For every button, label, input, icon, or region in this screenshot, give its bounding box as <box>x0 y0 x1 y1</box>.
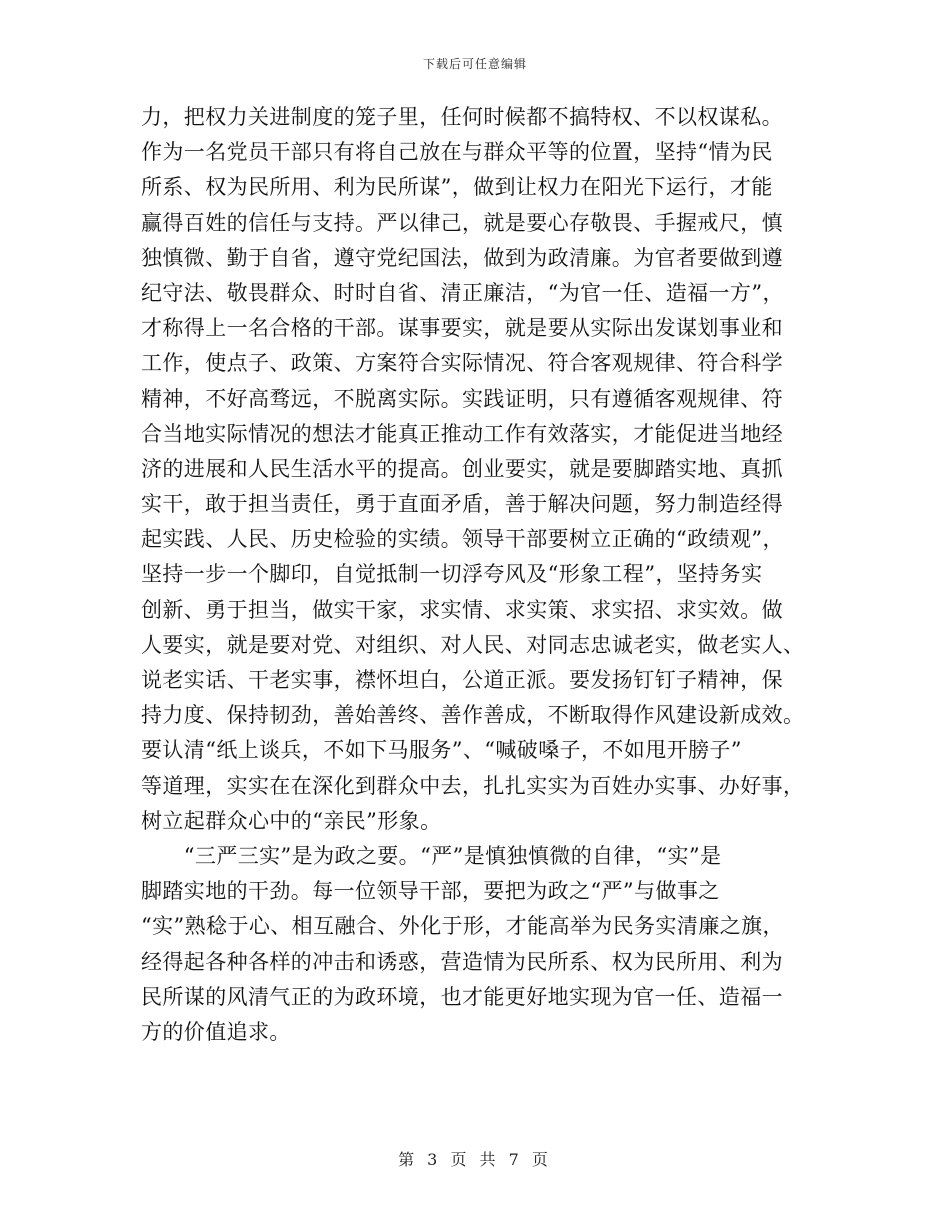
text-line: 所系、权为民所用、利为民所谋”，做到让权力在阳光下运行，才能 <box>141 175 773 200</box>
text-line: 人要实，就是要对党、对组织、对人民、对同志忠诚老实，做老实人、 <box>141 632 805 657</box>
text-line: 坚持一步一个脚印，自觉抵制一切浮夸风及“形象工程”，坚持务实 <box>141 562 763 587</box>
text-line: 作为一名党员干部只有将自己放在与群众平等的位置，坚持“情为民 <box>141 140 773 165</box>
text-line: 力，把权力关进制度的笼子里，任何时候都不搞特权、不以权谋私。 <box>141 105 783 129</box>
page-number: 第 3 页 共 7 页 <box>398 1150 552 1169</box>
text-line: 方的价值追求。 <box>141 1019 291 1044</box>
text-line: 说老实话、干老实事，襟怀坦白，公道正派。要发扬钉钉子精神，保 <box>141 668 783 692</box>
text-line: 赢得百姓的信任与支持。严以律己，就是要心存敬畏、手握戒尺，慎 <box>141 210 783 235</box>
text-line: 脚踏实地的干劲。每一位领导干部，要把为政之“严”与做事之 <box>141 879 720 904</box>
text-line: 起实践、人民、历史检验的实绩。领导干部要树立正确的“政绩观”， <box>141 527 784 552</box>
text-line: 创新、勇于担当，做实干家，求实情、求实策、求实招、求实效。做 <box>141 597 783 622</box>
text-line: 合当地实际情况的想法才能真正推动工作有效落实，才能促进当地经 <box>141 421 783 446</box>
text-line: 持力度、保持韧劲，善始善终、善作善成，不断取得作风建设新成效。 <box>141 703 805 728</box>
text-line: 精神，不好高骛远，不脱离实际。实践证明，只有遵循客观规律、符 <box>141 386 783 411</box>
text-line: 经得起各种各样的冲击和诱惑，营造情为民所系、权为民所用、利为 <box>141 949 783 974</box>
text-line: 独慎微、勤于自省，遵守党纪国法，做到为政清廉。为官者要做到遵 <box>141 245 783 270</box>
text-line: 等道理，实实在在深化到群众中去，扎扎实实为百姓办实事、办好事， <box>141 773 805 798</box>
text-line: 工作，使点子、政策、方案符合实际情况、符合客观规律、符合科学 <box>141 351 783 376</box>
text-line: “三严三实”是为政之要。“严”是慎独慎微的自律，“实”是 <box>141 843 722 868</box>
text-line: 要认清“纸上谈兵，不如下马服务”、“喊破嗓子，不如甩开膀子” <box>141 738 742 763</box>
text-line: “实”熟稔于心、相互融合、外化于形，才能高举为民务实清廉之旗， <box>141 914 784 939</box>
text-line: 民所谋的风清气正的为政环境，也才能更好地实现为官一任、造福一 <box>141 984 783 1009</box>
header-note: 下载后可任意编辑 <box>422 57 527 71</box>
text-line: 纪守法、敬畏群众、时时自省、清正廉洁，“为官一任、造福一方”， <box>141 280 784 305</box>
document-body <box>141 100 811 1050</box>
text-line: 济的进展和人民生活水平的提高。创业要实，就是要脚踏实地、真抓 <box>141 456 783 481</box>
text-line: 实干，敢于担当责任，勇于直面矛盾，善于解决问题，努力制造经得 <box>141 492 783 517</box>
text-line: 才称得上一名合格的干部。谋事要实，就是要从实际出发谋划事业和 <box>141 316 783 341</box>
text-line: 树立起群众心中的“亲民”形象。 <box>141 808 442 833</box>
